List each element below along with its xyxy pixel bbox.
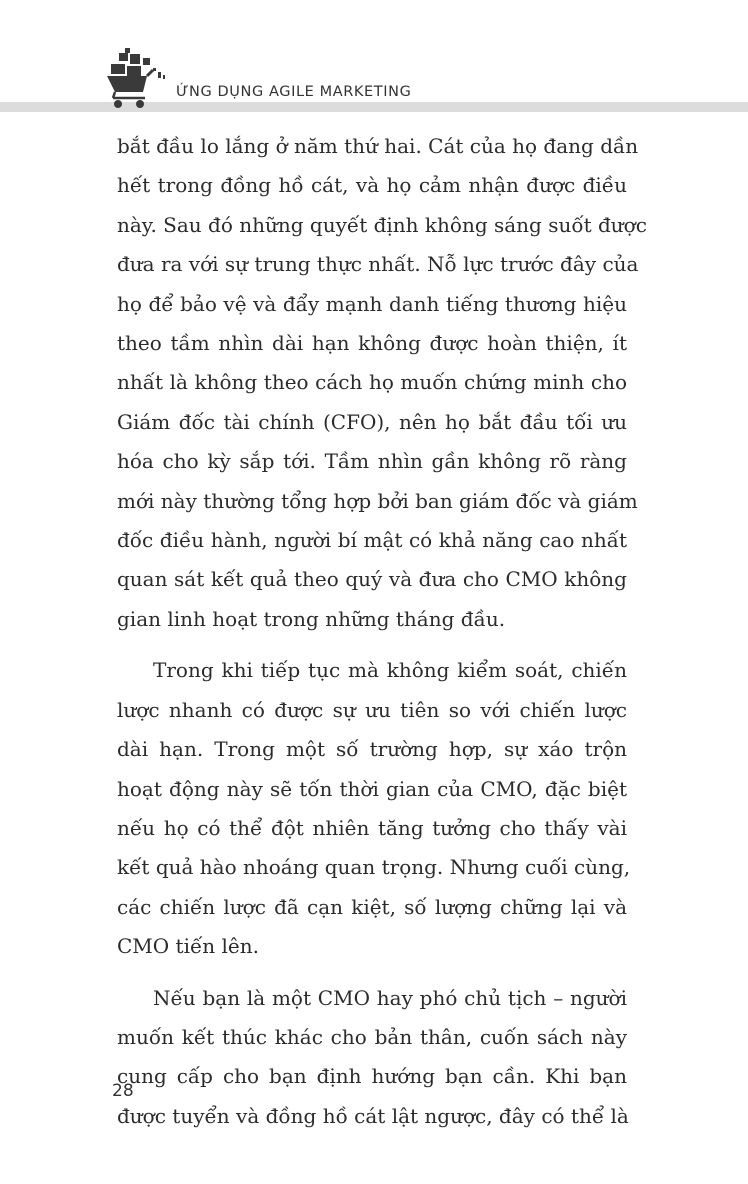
text-line: đưa ra với sự trung thực nhất. Nỗ lực trước đây của xyxy=(117,252,639,277)
text-line: dài hạn. Trong một số trường hợp, sự xáo trộn xyxy=(117,737,627,762)
paragraph-2 xyxy=(117,651,631,966)
text-line: cung cấp cho bạn định hướng bạn cần. Khi bạn xyxy=(117,1064,627,1089)
text-line: lược nhanh có được sự ưu tiên so với chiến lược xyxy=(117,697,627,722)
text-line: Trong khi tiếp tục mà không kiểm soát, chiến xyxy=(153,658,627,683)
text-line: hết trong đồng hồ cát, và họ cảm nhận được điều xyxy=(117,173,627,198)
text-line: bắt đầu lo lắng ở năm thứ hai. Cát của họ đang dần xyxy=(117,134,639,158)
text-line: được tuyển và đồng hồ cát lật ngược, đây có thể là xyxy=(117,1103,629,1128)
text-line: nếu họ có thể đột nhiên tăng tưởng cho thấy vài xyxy=(117,815,627,840)
text-line: đốc điều hành, người bí mật có khả năng cao nhất xyxy=(117,528,627,553)
text-line: các chiến lược đã cạn kiệt, số lượng chững lại và xyxy=(117,894,627,919)
text-line: theo tầm nhìn dài hạn không được hoàn thiện, ít xyxy=(117,331,627,356)
cart-icon xyxy=(103,46,167,110)
paragraph-1 xyxy=(117,127,647,639)
running-header xyxy=(0,40,748,110)
text-line: nhất là không theo cách họ muốn chứng minh cho xyxy=(117,370,627,395)
text-line: muốn kết thúc khác cho bản thân, cuốn sách này xyxy=(117,1024,627,1049)
text-line: CMO tiến lên. xyxy=(117,934,259,959)
running-header-title: ỨNG DỤNG AGILE MARKETING xyxy=(176,84,412,100)
text-line: gian linh hoạt trong những tháng đầu. xyxy=(117,606,506,631)
text-line: Giám đốc tài chính (CFO), nên họ bắt đầu tối ưu xyxy=(117,409,627,434)
body-text xyxy=(117,127,647,1136)
text-line: hoạt động này sẽ tốn thời gian của CMO, đặc biệt xyxy=(117,776,627,801)
text-line: Nếu bạn là một CMO hay phó chủ tịch – người xyxy=(153,985,627,1010)
text-line: hóa cho kỳ sắp tới. Tầm nhìn gần không rõ ràng xyxy=(117,449,627,474)
text-line: họ để bảo vệ và đẩy mạnh danh tiếng thương hiệu xyxy=(117,291,627,316)
text-line: này. Sau đó những quyết định không sáng suốt được xyxy=(117,212,647,237)
text-line: kết quả hào nhoáng quan trọng. Nhưng cuối cùng, xyxy=(117,855,631,880)
text-line: mới này thường tổng hợp bởi ban giám đốc và giám xyxy=(117,488,638,513)
page-number: 28 xyxy=(112,1081,134,1101)
text-line: quan sát kết quả theo quý và đưa cho CMO không xyxy=(117,567,627,592)
paragraph-3 xyxy=(117,979,627,1137)
